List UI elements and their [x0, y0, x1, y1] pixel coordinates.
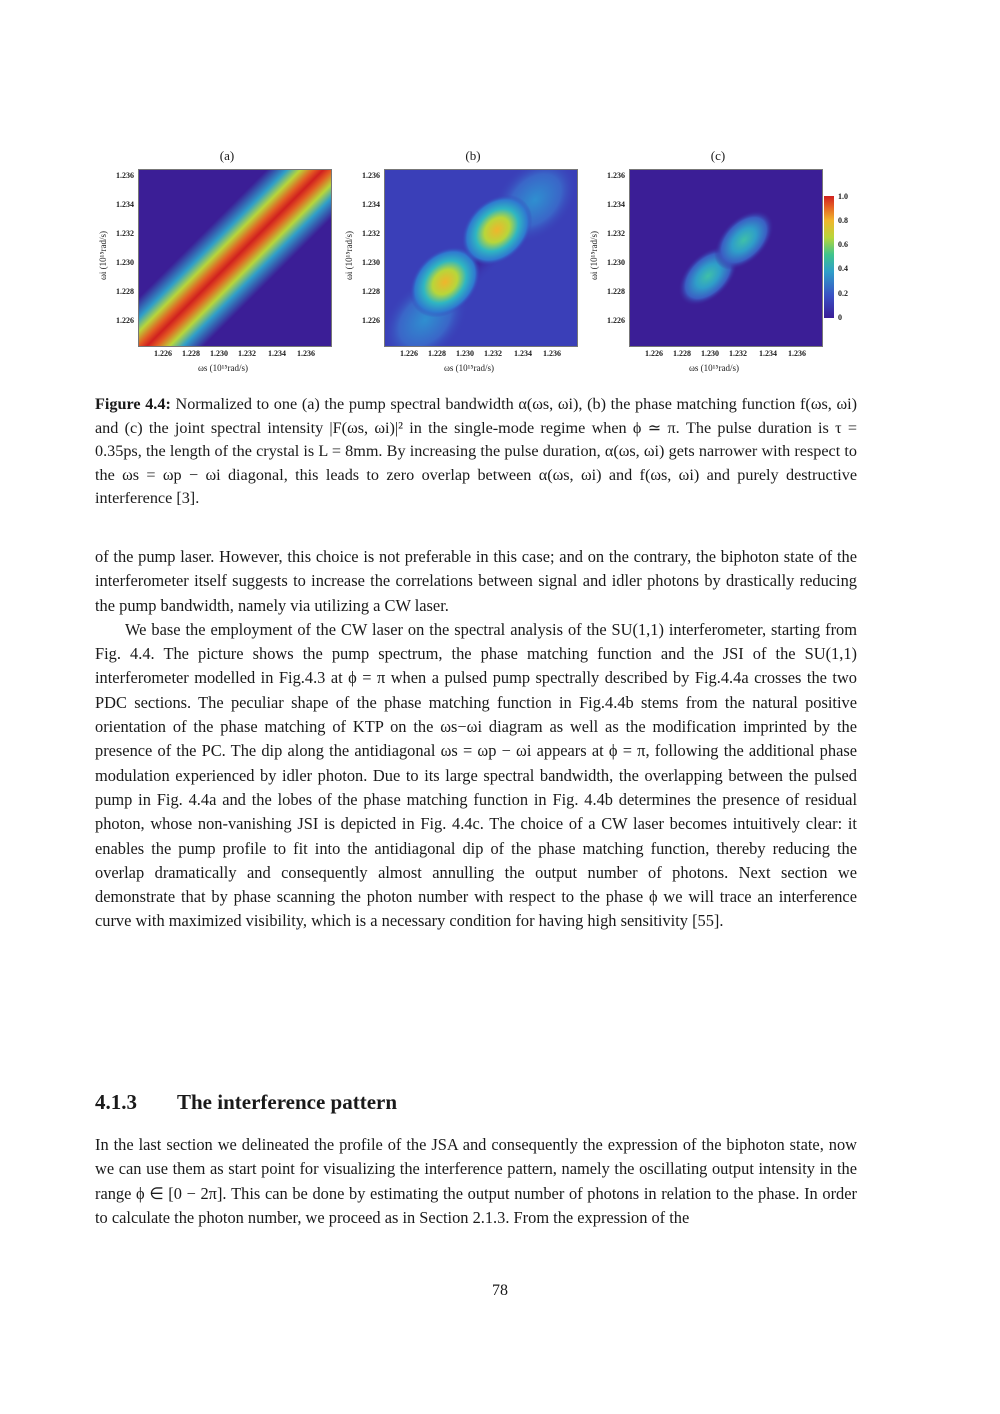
- panel-label: (c): [710, 148, 726, 163]
- x-tick: 1.230: [456, 349, 474, 358]
- section-title: The interference pattern: [177, 1090, 398, 1114]
- x-axis-label: ωs (10¹⁵rad/s): [198, 363, 249, 373]
- panel-label: (a): [219, 148, 235, 163]
- x-tick: 1.232: [729, 349, 747, 358]
- figure-caption: [95, 393, 857, 511]
- x-tick: 1.230: [701, 349, 719, 358]
- x-tick: 1.232: [238, 349, 256, 358]
- y-tick: 1.230: [362, 258, 380, 267]
- colorbar-tick: 0.2: [838, 289, 848, 298]
- x-tick: 1.228: [673, 349, 691, 358]
- panel-label: (b): [465, 148, 481, 163]
- x-tick: 1.226: [645, 349, 663, 358]
- x-tick: 1.234: [514, 349, 532, 358]
- paragraph: of the pump laser. However, this choice is not preferable in this case; and on the contrary, the biphoton state of the interferometer itself suggests to increase the correlations between signal and idler photons by drastically reducing the pump bandwidth, namely via utilizing a CW laser.: [95, 547, 857, 615]
- y-axis-label: ωi (10¹⁵rad/s): [344, 231, 354, 280]
- y-tick: 1.230: [116, 258, 134, 267]
- heatmap-plot-a: [138, 169, 332, 347]
- heatmap-c-svg: [630, 170, 822, 346]
- y-tick: 1.236: [607, 171, 625, 180]
- y-axis-label: ωi (10¹⁵rad/s): [98, 231, 108, 280]
- x-tick: 1.234: [268, 349, 286, 358]
- x-tick: 1.236: [543, 349, 561, 358]
- page-number: 78: [492, 1282, 508, 1299]
- colorbar-tick: 0.6: [838, 240, 848, 249]
- colorbar-tick: 0: [838, 313, 842, 322]
- body-block-1: [95, 545, 857, 934]
- x-axis-label: ωs (10¹⁵rad/s): [444, 363, 495, 373]
- y-axis-label: ωi (10¹⁵rad/s): [589, 231, 599, 280]
- x-tick: 1.228: [182, 349, 200, 358]
- x-tick: 1.234: [759, 349, 777, 358]
- caption-label: Figure 4.4:: [95, 395, 171, 413]
- section-heading: [95, 1090, 397, 1115]
- heatmap-plot-c: [629, 169, 823, 347]
- paragraph: We base the employment of the CW laser on the spectral analysis of the SU(1,1) interferometer, starting from Fig. 4.4. The picture shows the pump spectrum, the phase matching function and the JSI of the SU(1,1) interferometer modelled in Fig.4.3 at ϕ = π when a pulsed pump spectrally described by Fig.4.4a crosses the two PDC sections. The peculiar shape of the phase matching function in Fig.4.4b stems from the natural positive orientation of the phase matching of KTP on the ωs−ωi diagram as well as the modification imprinted by the presence of the PC. The dip along the antidiagonal ωs = ωp − ωi appears at ϕ = π, following the additional phase modulation experienced by idler photon. Due to its large spectral bandwidth, the overlapping between the pulsed pump in Fig. 4.4a and the lobes of the phase matching function in Fig. 4.4b determines the presence of residual photon, whose non-vanishing JSI is depicted in Fig. 4.4c. The choice of a CW laser becomes intuitively clear: it enables the pump profile to fit into the antidiagonal dip of the phase matching function, thereby reducing the overlap dramatically and consequently almost annulling the output number of photons. Next section we demonstrate that by phase scanning the photon number with respect to the phase ϕ we will trace an interference curve with maximized visibility, which is a necessary condition for having high sensitivity [55].: [95, 619, 857, 931]
- heatmap-a-svg: [139, 170, 331, 346]
- section-number: 4.1.3: [95, 1090, 137, 1114]
- y-tick: 1.228: [607, 287, 625, 296]
- y-tick: 1.226: [362, 316, 380, 325]
- colorbar: [824, 196, 834, 318]
- paragraph: In the last section we delineated the profile of the JSA and consequently the expression of the biphoton state, now we can use them as start point for visualizing the interference pattern, namely the oscillating output intensity in the range ϕ ∈ [0 − 2π]. This can be done by estimating the output number of photons in relation to the phase. In order to calculate the photon number, we proceed as in Section 2.1.3. From the expression of the: [95, 1135, 857, 1227]
- heatmap-b-svg: [385, 170, 577, 346]
- caption-text: Normalized to one (a) the pump spectral bandwidth α(ωs, ωi), (b) the phase matching function f(ωs, ωi) and (c) the joint spectral intensity |F(ωs, ωi)|² in the single-mode regime when ϕ ≃ π. The pulse duration is τ = 0.35ps, the length of the crystal is L = 8mm. By increasing the pulse duration, α(ωs, ωi) gets narrower with respect to the ωs = ωp − ωi diagonal, this leads to zero overlap between α(ωs, ωi) and f(ωs, ωi) and purely destructive interference [3].: [95, 395, 858, 507]
- colorbar-tick: 0.8: [838, 216, 848, 225]
- x-tick: 1.236: [297, 349, 315, 358]
- y-tick: 1.232: [362, 229, 380, 238]
- y-tick: 1.232: [116, 229, 134, 238]
- y-tick: 1.226: [607, 316, 625, 325]
- y-tick: 1.228: [116, 287, 134, 296]
- y-tick: 1.234: [116, 200, 134, 209]
- heatmap-plot-b: [384, 169, 578, 347]
- colorbar-tick: 1.0: [838, 192, 848, 201]
- figure-panel-a: [90, 145, 330, 375]
- x-tick: 1.230: [210, 349, 228, 358]
- x-tick: 1.226: [154, 349, 172, 358]
- y-tick: 1.228: [362, 287, 380, 296]
- y-tick: 1.234: [362, 200, 380, 209]
- y-tick: 1.236: [362, 171, 380, 180]
- figure-panel-c: [581, 145, 821, 375]
- y-tick: 1.234: [607, 200, 625, 209]
- y-tick: 1.230: [607, 258, 625, 267]
- colorbar-tick: 0.4: [838, 264, 848, 273]
- x-tick: 1.226: [400, 349, 418, 358]
- x-tick: 1.232: [484, 349, 502, 358]
- body-block-2: [95, 1133, 857, 1230]
- x-tick: 1.228: [428, 349, 446, 358]
- x-tick: 1.236: [788, 349, 806, 358]
- x-axis-label: ωs (10¹⁵rad/s): [689, 363, 740, 373]
- figure-panel-b: [336, 145, 576, 375]
- y-tick: 1.232: [607, 229, 625, 238]
- y-tick: 1.236: [116, 171, 134, 180]
- y-tick: 1.226: [116, 316, 134, 325]
